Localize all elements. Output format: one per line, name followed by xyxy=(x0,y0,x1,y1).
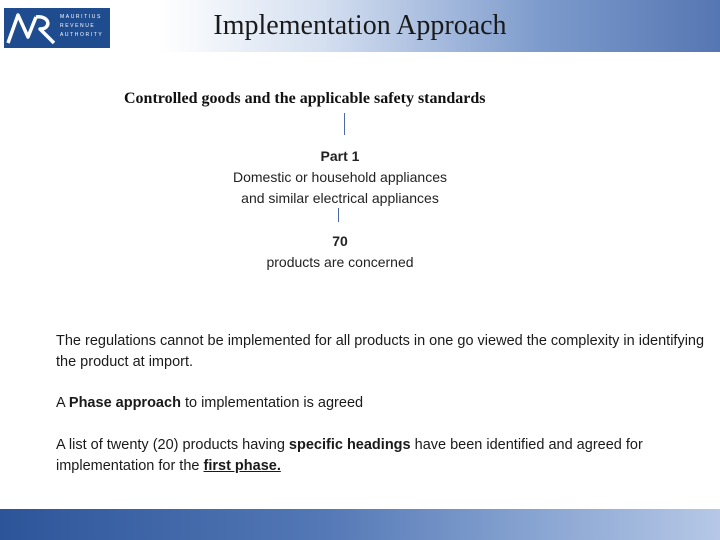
part-description-line-1: Domestic or household appliances xyxy=(232,169,447,185)
product-count-description: products are concerned xyxy=(266,254,414,270)
part-block xyxy=(200,146,480,209)
logo-text-line-2: REVENUE xyxy=(60,23,96,29)
paragraph-regulations: The regulations cannot be implemented for all products in one go viewed the complexity in identifying the product at import. xyxy=(56,333,705,370)
section-heading: Controlled goods and the applicable safety standards xyxy=(124,90,486,107)
phase-prefix: A xyxy=(56,395,69,411)
logo-text-line-1: MAURITIUS xyxy=(60,14,102,20)
phase-suffix: to implementation is agreed xyxy=(180,395,364,411)
paragraph-product-list xyxy=(56,435,711,477)
page-title: Implementation Approach xyxy=(213,10,507,41)
connector-line-2 xyxy=(338,208,339,222)
list-middle: have been identified and agreed for implementation for the xyxy=(56,437,643,474)
logo-text-line-3: AUTHORITY xyxy=(60,32,104,38)
list-prefix: A list of twenty (20) products having xyxy=(56,437,289,453)
count-block xyxy=(200,231,480,273)
footer-bar xyxy=(0,509,720,540)
mra-logo-mark-icon xyxy=(6,11,58,45)
connector-line-1 xyxy=(344,113,345,135)
mra-logo xyxy=(4,8,110,48)
product-count: 70 xyxy=(332,233,348,249)
part-label: Part 1 xyxy=(320,148,360,164)
part-description-line-2: and similar electrical appliances xyxy=(241,190,439,206)
header-bar xyxy=(0,0,720,52)
phase-approach-bold: Phase approach xyxy=(68,395,181,411)
first-phase-underlined: first phase. xyxy=(203,458,281,474)
logo-text xyxy=(60,13,108,40)
paragraph-phase-approach xyxy=(56,393,711,414)
specific-headings-bold: specific headings xyxy=(288,437,411,453)
